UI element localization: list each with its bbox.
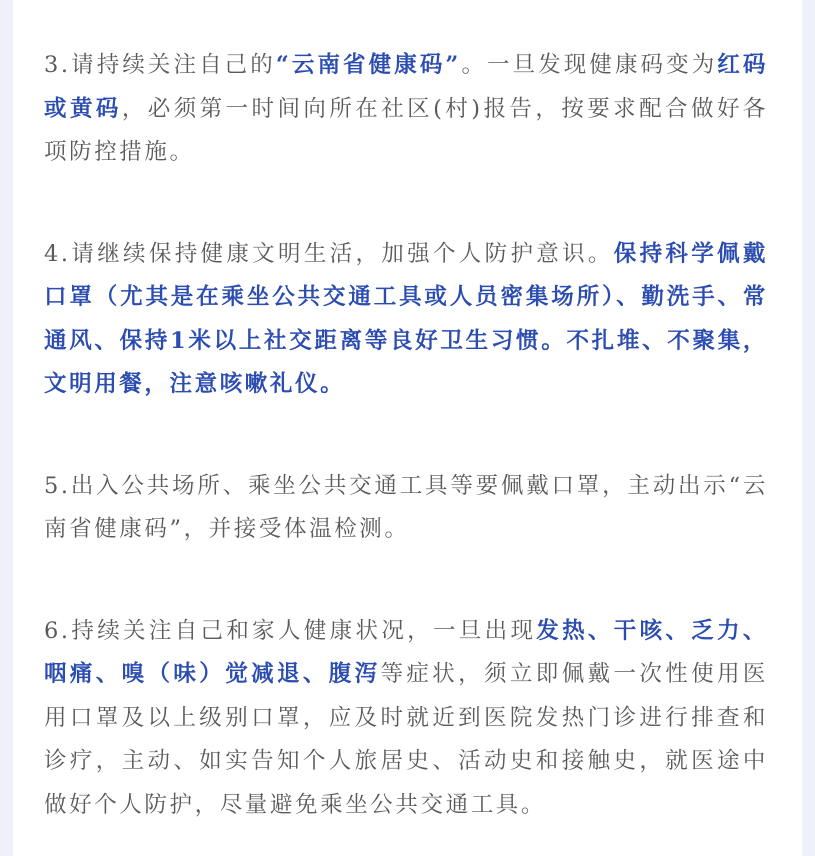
left-edge-strip	[0, 0, 13, 856]
article-body	[44, 44, 768, 827]
red-yellow-code-highlight: 红码或黄码	[44, 52, 768, 122]
paragraph-3-text: 。一旦发现健康码变为	[460, 52, 718, 78]
symptoms-highlight: 发热、干咳、乏力、咽痛、嗅（味）觉减退、腹泻	[44, 617, 768, 687]
paragraph-3	[44, 44, 768, 175]
paragraph-6	[44, 610, 768, 828]
paragraph-3-text: ，必须第一时间向所在社区(村)报告，按要求配合做好各项防控措施。	[44, 95, 768, 165]
health-code-name: “云南省健康码”	[275, 52, 461, 78]
paragraph-6-text: 6.持续关注自己和家人健康状况，一旦出现	[44, 617, 537, 644]
hygiene-habits-highlight: 保持科学佩戴口罩（尤其是在乘坐公共交通工具或人员密集场所）、勤洗手、常通风、保持1米以上社交距离等良好卫生习惯。不扎堆、不聚集，文明用餐，注意咳嗽礼仪。	[44, 240, 768, 397]
paragraph-4	[44, 233, 768, 407]
paragraph-5-text: 5.出入公共场所、乘坐公共交通工具等要佩戴口罩，主动出示“云南省健康码”，并接受体温检测。	[44, 472, 768, 542]
paragraph-5	[44, 465, 768, 552]
right-edge-strip	[802, 0, 815, 856]
paragraph-6-text: 等症状，须立即佩戴一次性使用医用口罩及以上级别口罩，应及时就近到医院发热门诊进行排查和诊疗，主动、如实告知个人旅居史、活动史和接触史，就医途中做好个人防护，尽量避免乘坐公共交通工具。	[44, 661, 768, 818]
paragraph-3-text: 3.请持续关注自己的	[44, 52, 276, 78]
paragraph-4-text: 4.请继续保持健康文明生活，加强个人防护意识。	[44, 240, 614, 267]
